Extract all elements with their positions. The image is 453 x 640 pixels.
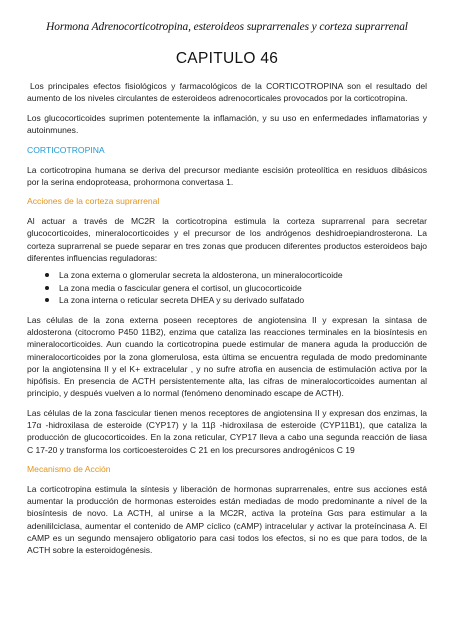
bullet-icon — [45, 273, 49, 277]
section-heading-mecanismo: Mecanismo de Acción — [27, 464, 111, 475]
acciones-paragraph: Al actuar a través de MC2R la corticotropina estimula la corteza suprarrenal para secretar glucocorticoides, mineralocorticoides y el precursor de los andrógenos deshidroepiandrosterona. La corteza suprarrenal se puede separar en tres zonas que producen diferentes productos esteroideos bajo diferentes influencias reguladoras: — [27, 216, 427, 263]
intro-paragraph: Los principales efectos fisiológicos y farmacológicos de la CORTICOTROPINA son el resultado del aumento de los niveles circulantes de esteroideos adrenocorticales provocados por la corticotropina. — [27, 81, 427, 104]
corticotropina-paragraph: La corticotropina humana se deriva del precursor mediante escisión proteolítica en residuos dibásicos por la serina endoproteasa, prohormona convertasa 1. — [27, 164, 427, 187]
running-head: Hormona Adrenocorticotropina, esteroideos suprarrenales y corteza suprarrenal — [46, 21, 408, 33]
section-heading-corticotropina: CORTICOTROPINA — [27, 144, 105, 155]
chapter-title: CAPITULO 46 — [175, 50, 279, 67]
acciones-paragraph: Las células de la zona fascicular tienen menos receptores de angiotensina II y expresan dos enzimas, la 17α -hidroxilasa de esteroide (CYP17) y la 11β -hidroxilasa de esteroide (CYP11B1), que cataliza la producción de glucocorticoides. En la zona reticular, CYP17 lleva a cabo una segunda reacción de liasa C 17-20 y transforma los corticoesteroides C 21 en los precursores androgénicos C 19 — [27, 407, 427, 455]
list-item — [45, 282, 427, 294]
list-item — [45, 269, 427, 281]
list-item-text: La zona media o fascicular genera el cortisol, un glucocorticoide — [59, 282, 302, 293]
acciones-paragraph: Las células de la zona externa poseen receptores de angiotensina II y expresan la sintasa de aldosterona (citocromo P450 11B2), enzima que cataliza las reacciones terminales en la biosíntesis en mineralocorticoides. Aun cuando la corticotropina puede estimular de manera aguda la producción de mineralocorticoides por la zona glomerulosa, esta última se encuentra regulada de modo predominante por la angiotensina II y el K+ extracelular , y no sufre atrofia en ausencia de estimulación activa por la hipófisis. En presencia de ACTH persistentemente alta, las cifras de mineralocorticoides aumentan al principio, y después vuelven a lo normal (fenómeno denominado escape de ACTH). — [27, 315, 427, 399]
list-item-text: La zona externa o glomerular secreta la aldosterona, un mineralocorticoide — [59, 270, 343, 281]
section-heading-acciones: Acciones de la corteza suprarrenal — [27, 196, 160, 207]
bullet-icon — [45, 298, 49, 302]
mecanismo-paragraph: La corticotropina estimula la síntesis y liberación de hormonas suprarrenales, entre sus acciones está aumentar la producción de hormonas esteroides están mediadas de modo predominante a nivel de la biosíntesis de novo. La ACTH, al unirse a la MC2R, activa la proteína Gαs para estimular a la adenililciclasa, aumentar el contenido de AMP cíclico (cAMP) intracelular y activar la proteíncinasa A. El cAMP es un segundo mensajero obligatorio para casi todos los efectos, si no es que para todos, de la ACTH sobre la esteroidogénesis. — [27, 483, 427, 555]
zones-list — [27, 269, 427, 306]
list-item-text: La zona interna o reticular secreta DHEA y su derivado sulfatado — [59, 294, 305, 305]
bullet-icon — [45, 286, 49, 290]
list-item — [45, 294, 427, 306]
intro-paragraph: Los glucocorticoides suprimen potentemente la inflamación, y su uso en enfermedades inflamatorias y autoinmunes. — [27, 112, 427, 136]
